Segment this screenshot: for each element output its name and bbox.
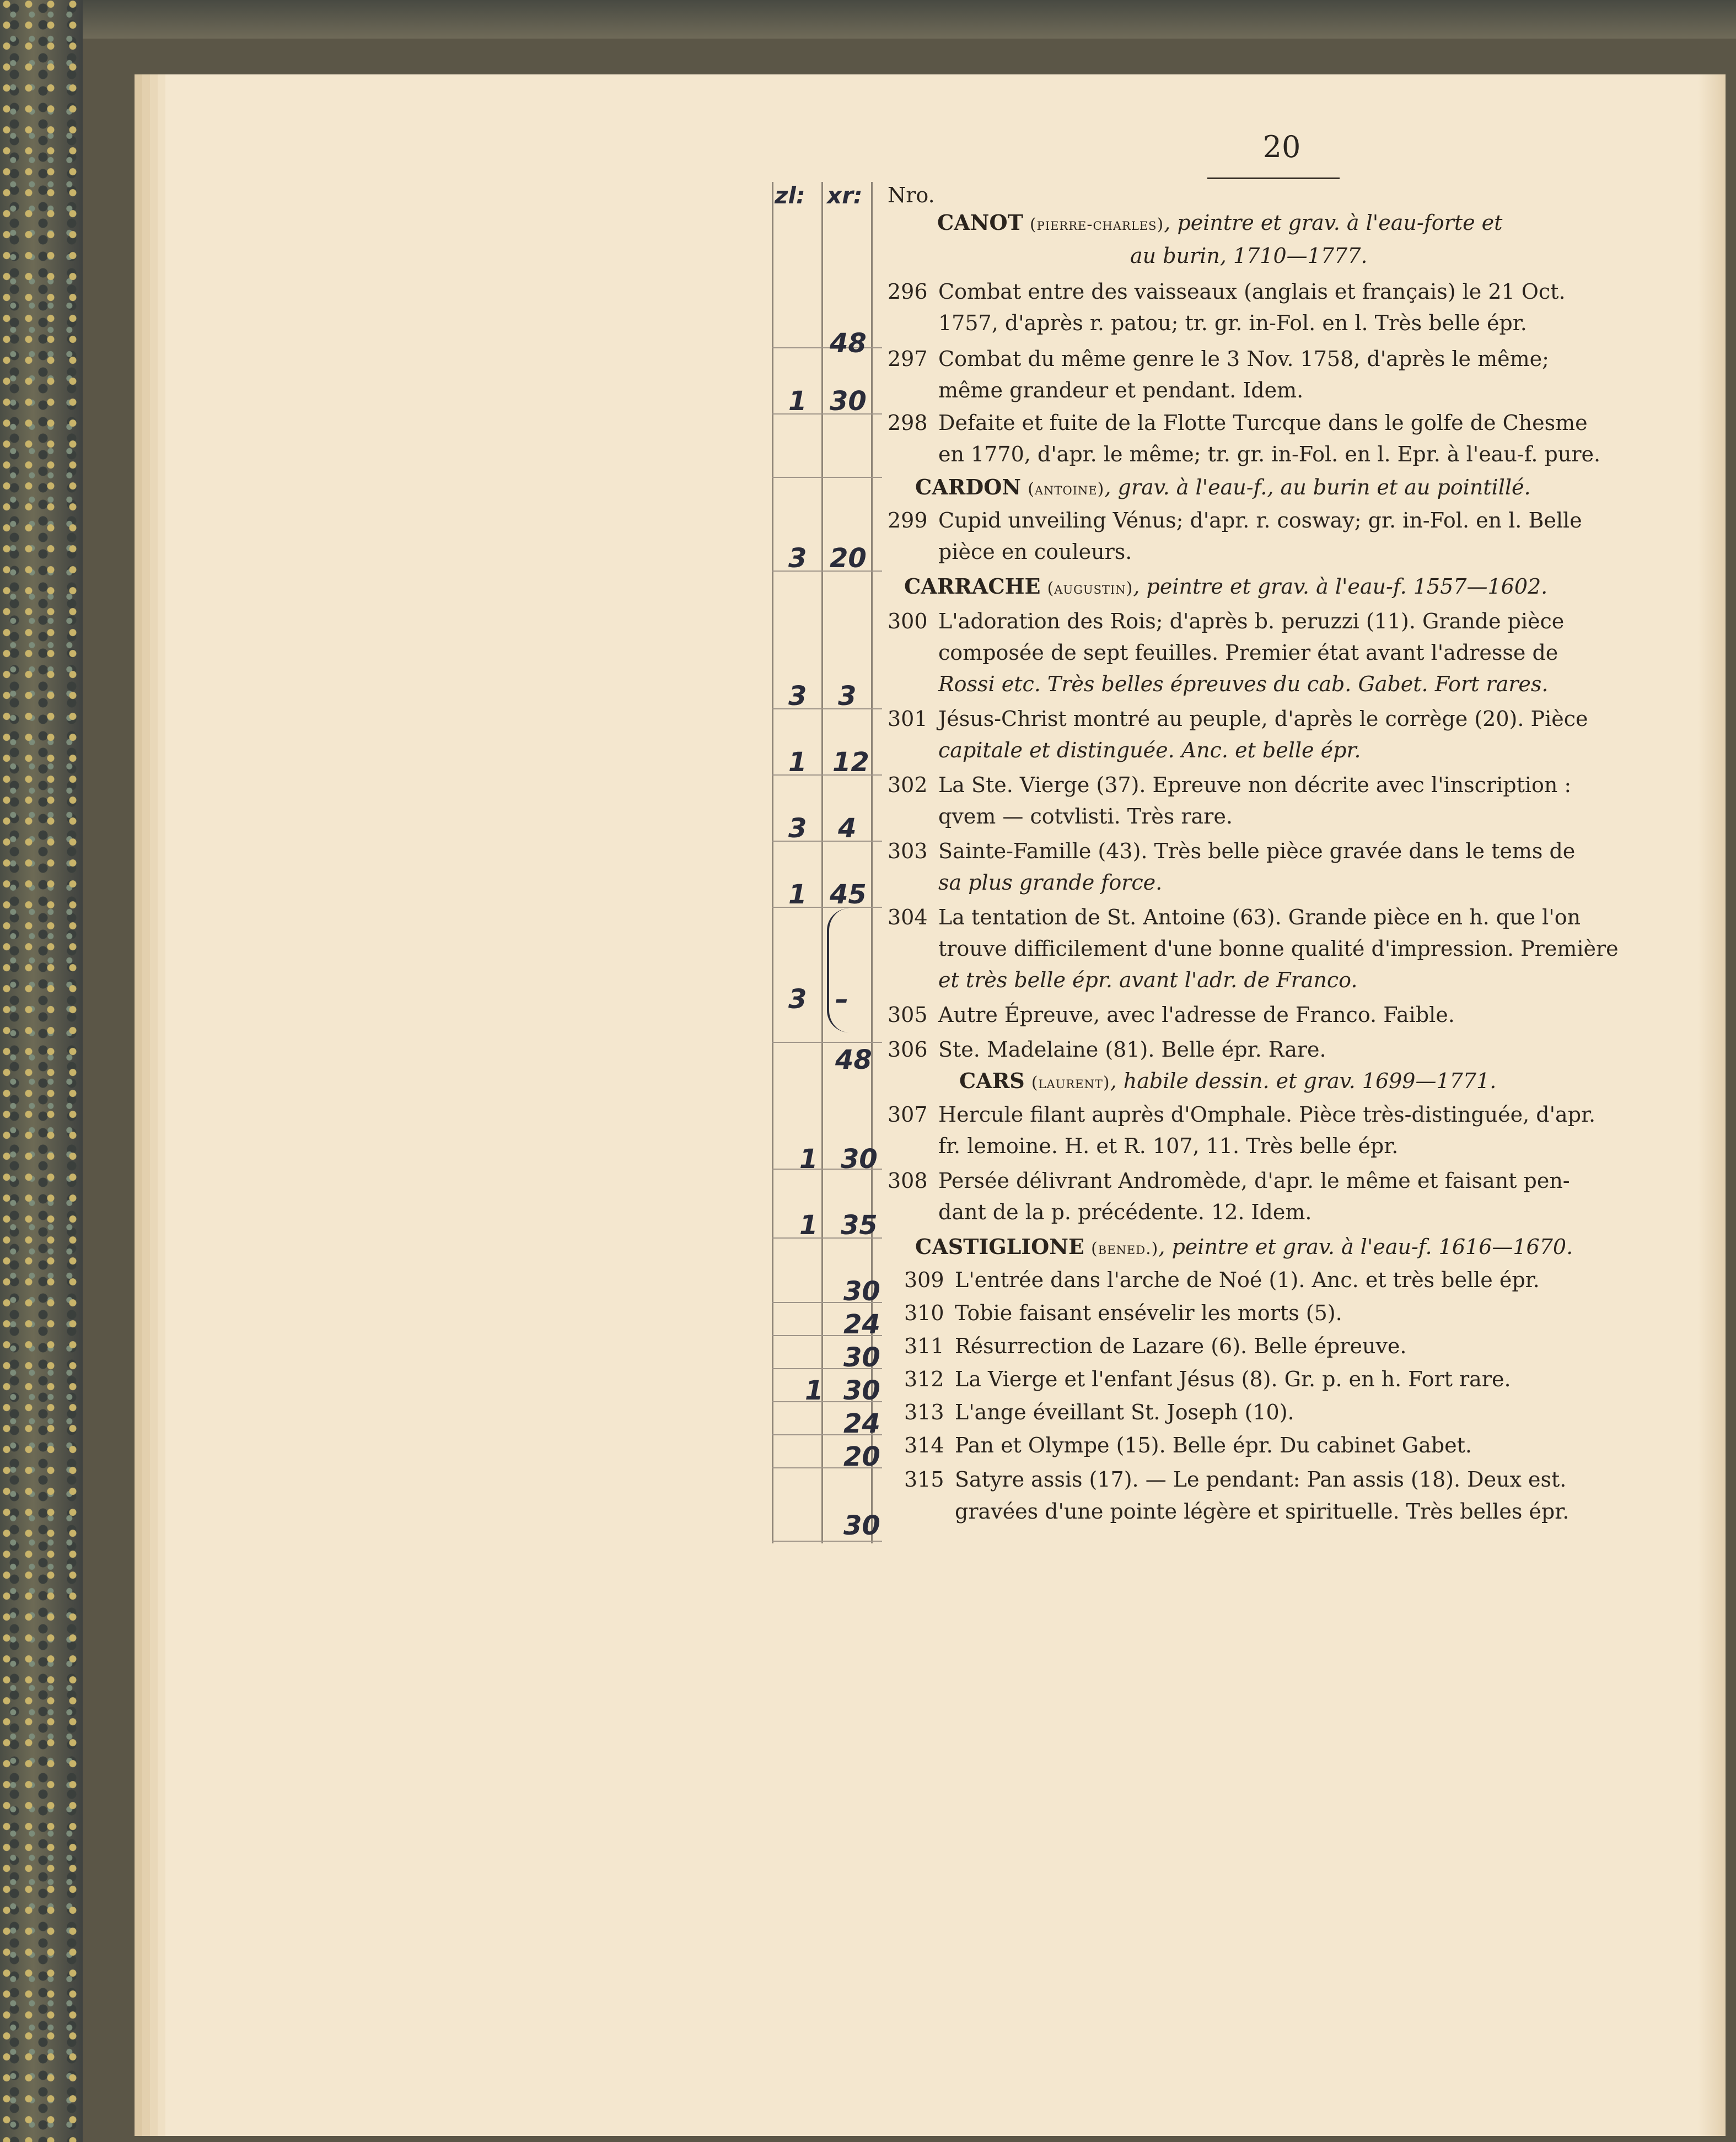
entry-number: 304 xyxy=(888,905,928,929)
entry-line: sa plus grande force. xyxy=(938,870,1163,895)
artist-name: CASTIGLIONE xyxy=(915,1234,1084,1259)
entry-line: 310 Tobie faisant ensévelir les morts (5). xyxy=(904,1301,1342,1325)
entry-line: fr. lemoine. H. et R. 107, 11. Très belle épr. xyxy=(938,1134,1399,1158)
price-zl: 3 xyxy=(788,984,807,1015)
price-xr: 45 xyxy=(830,879,867,910)
page-number-rule xyxy=(1207,177,1340,179)
price-zl: 1 xyxy=(788,386,807,417)
price-xr: 48 xyxy=(830,328,867,359)
entry-number: 307 xyxy=(888,1102,928,1127)
ledger-header-zl: zl: xyxy=(775,182,805,209)
price-zl: 3 xyxy=(788,543,807,574)
artist-forename: (bened.) xyxy=(1091,1239,1159,1258)
artist-forename: (antoine) xyxy=(1028,480,1105,499)
entry-line: qvem — cotvlisti. Très rare. xyxy=(938,804,1233,828)
entry-line: 312 La Vierge et l'enfant Jésus (8). Gr. p. en h. Fort rare. xyxy=(904,1367,1511,1391)
artist-desc: , peintre et grav. à l'eau-forte et xyxy=(1164,211,1503,235)
artist-forename: (augustin) xyxy=(1047,579,1133,598)
artist-heading xyxy=(904,573,1681,602)
book-top-edge xyxy=(83,0,1736,39)
artist-name: CANOT xyxy=(937,210,1023,235)
entry-number: 302 xyxy=(888,773,928,797)
price-xr: 20 xyxy=(830,543,867,574)
price-xr: 20 xyxy=(843,1441,880,1472)
price-zl: 1 xyxy=(799,1210,818,1241)
page-number: 20 xyxy=(1262,130,1301,164)
price-xr: 24 xyxy=(843,1309,880,1340)
entry-line: et très belle épr. avant l'adr. de Franco. xyxy=(938,968,1358,992)
price-xr: 30 xyxy=(843,1342,880,1373)
entry-number: 310 xyxy=(904,1301,944,1325)
entry-line: 296 Combat entre des vaisseaux (anglais et français) le 21 Oct. xyxy=(888,279,1566,304)
entry-line: 298 Defaite et fuite de la Flotte Turcque dans le golfe de Chesme xyxy=(888,411,1588,435)
price-zl: 1 xyxy=(805,1375,824,1406)
artist-desc: , peintre et grav. à l'eau-f. 1616—1670. xyxy=(1158,1235,1573,1259)
price-zl: 3 xyxy=(788,681,807,712)
artist-forename: (pierre-charles) xyxy=(1029,215,1164,234)
column-header: Nro. xyxy=(888,183,935,207)
price-zl: 1 xyxy=(788,747,807,778)
entry-line: 299 Cupid unveiling Vénus; d'apr. r. cosway; gr. in-Fol. en l. Belle xyxy=(888,508,1582,532)
artist-forename: (laurent) xyxy=(1031,1073,1110,1092)
artist-desc: , habile dessin. et grav. 1699—1771. xyxy=(1110,1069,1497,1093)
ledger-rule xyxy=(772,182,773,1543)
entry-line: 313 L'ange éveillant St. Joseph (10). xyxy=(904,1400,1294,1424)
marbled-cover xyxy=(0,0,83,2142)
price-xr: 35 xyxy=(841,1210,878,1241)
entry-line: composée de sept feuilles. Premier état avant l'adresse de xyxy=(938,641,1558,665)
entry-number: 312 xyxy=(904,1367,944,1391)
entry-number: 314 xyxy=(904,1433,944,1457)
entry-line: Rossi etc. Très belles épreuves du cab. Gabet. Fort rares. xyxy=(938,672,1549,696)
entry-line: 308 Persée délivrant Andromède, d'apr. le même et faisant pen- xyxy=(888,1169,1570,1193)
entry-line: capitale et distinguée. Anc. et belle épr. xyxy=(938,738,1361,762)
entry-line: 305 Autre Épreuve, avec l'adresse de Franco. Faible. xyxy=(888,1003,1455,1027)
entry-line: même grandeur et pendant. Idem. xyxy=(938,378,1304,402)
entry-line: trouve difficilement d'une bonne qualité d'impression. Première xyxy=(938,937,1619,961)
entry-number: 313 xyxy=(904,1400,944,1424)
price-xr: 24 xyxy=(843,1408,880,1439)
entry-line: 300 L'adoration des Rois; d'après b. peruzzi (11). Grande pièce xyxy=(888,609,1565,633)
artist-heading xyxy=(959,1068,1736,1096)
price-xr: 4 xyxy=(838,813,857,844)
price-xr: 30 xyxy=(843,1375,880,1406)
price-xr: 48 xyxy=(835,1045,872,1075)
entry-number: 296 xyxy=(888,279,928,304)
ledger-row-rule xyxy=(772,1042,882,1043)
entry-number: 298 xyxy=(888,411,928,435)
entry-line: 303 Sainte-Famille (43). Très belle pièce gravée dans le tems de xyxy=(888,839,1576,863)
entry-number: 308 xyxy=(888,1169,928,1193)
price-xr: 30 xyxy=(843,1276,880,1307)
entry-number: 299 xyxy=(888,508,928,532)
entry-number: 311 xyxy=(904,1334,944,1358)
entry-line: pièce en couleurs. xyxy=(938,540,1132,564)
artist-desc: , peintre et grav. à l'eau-f. 1557—1602. xyxy=(1133,574,1548,599)
entry-line: 301 Jésus-Christ montré au peuple, d'après le corrège (20). Pièce xyxy=(888,707,1588,731)
price-xr: 30 xyxy=(841,1144,878,1175)
artist-heading xyxy=(915,1234,1692,1262)
entry-line: gravées d'une pointe légère et spirituelle. Très belles épr. xyxy=(955,1499,1570,1524)
entry-number: 301 xyxy=(888,707,928,731)
entry-line: 309 L'entrée dans l'arche de Noé (1). Anc. et très belle épr. xyxy=(904,1268,1540,1292)
entry-line: 315 Satyre assis (17). — Le pendant: Pan assis (18). Deux est. xyxy=(904,1467,1567,1492)
entry-number: 297 xyxy=(888,347,928,371)
artist-heading xyxy=(937,209,1714,238)
entry-line: 306 Ste. Madelaine (81). Belle épr. Rare. xyxy=(888,1037,1326,1062)
entry-number: 305 xyxy=(888,1003,928,1027)
entry-number: 309 xyxy=(904,1268,944,1292)
price-xr: 3 xyxy=(838,681,857,712)
price-xr: 30 xyxy=(843,1510,880,1541)
price-zl: 3 xyxy=(788,813,807,844)
artist-desc: , grav. à l'eau-f., au burin et au pointillé. xyxy=(1104,475,1531,499)
price-xr: – xyxy=(835,984,848,1015)
price-zl: 1 xyxy=(788,879,807,910)
entry-line: 304 La tentation de St. Antoine (63). Grande pièce en h. que l'on xyxy=(888,905,1581,929)
entry-line: en 1770, d'apr. le même; tr. gr. in-Fol. en l. Epr. à l'eau-f. pure. xyxy=(938,442,1601,466)
entry-line: 297 Combat du même genre le 3 Nov. 1758, d'après le même; xyxy=(888,347,1549,371)
artist-heading xyxy=(915,474,1692,503)
entry-number: 303 xyxy=(888,839,928,863)
entry-number: 300 xyxy=(888,609,928,633)
entry-line: 311 Résurrection de Lazare (6). Belle épreuve. xyxy=(904,1334,1407,1358)
entry-line: 302 La Ste. Vierge (37). Epreuve non décrite avec l'inscription : xyxy=(888,773,1572,797)
ledger-header-xr: xr: xyxy=(827,182,863,209)
price-xr: 12 xyxy=(832,747,869,778)
entry-number: 315 xyxy=(904,1467,944,1492)
ledger-row-rule xyxy=(772,477,882,478)
price-zl: 1 xyxy=(799,1144,818,1175)
entry-line: dant de la p. précédente. 12. Idem. xyxy=(938,1200,1312,1224)
entry-line: 1757, d'après r. patou; tr. gr. in-Fol. en l. Très belle épr. xyxy=(938,311,1527,335)
ledger-rule xyxy=(821,182,823,1543)
price-xr: 30 xyxy=(830,386,867,417)
artist-name: CARRACHE xyxy=(904,574,1041,599)
entry-number: 306 xyxy=(888,1037,928,1062)
artist-heading-cont: au burin, 1710—1777. xyxy=(1130,244,1368,268)
entry-line: 307 Hercule filant auprès d'Omphale. Pièce très-distinguée, d'apr. xyxy=(888,1102,1596,1127)
artist-name: CARS xyxy=(959,1068,1025,1093)
artist-name: CARDON xyxy=(915,475,1022,499)
entry-line: 314 Pan et Olympe (15). Belle épr. Du cabinet Gabet. xyxy=(904,1433,1472,1457)
bracket-304-305 xyxy=(827,908,862,1032)
